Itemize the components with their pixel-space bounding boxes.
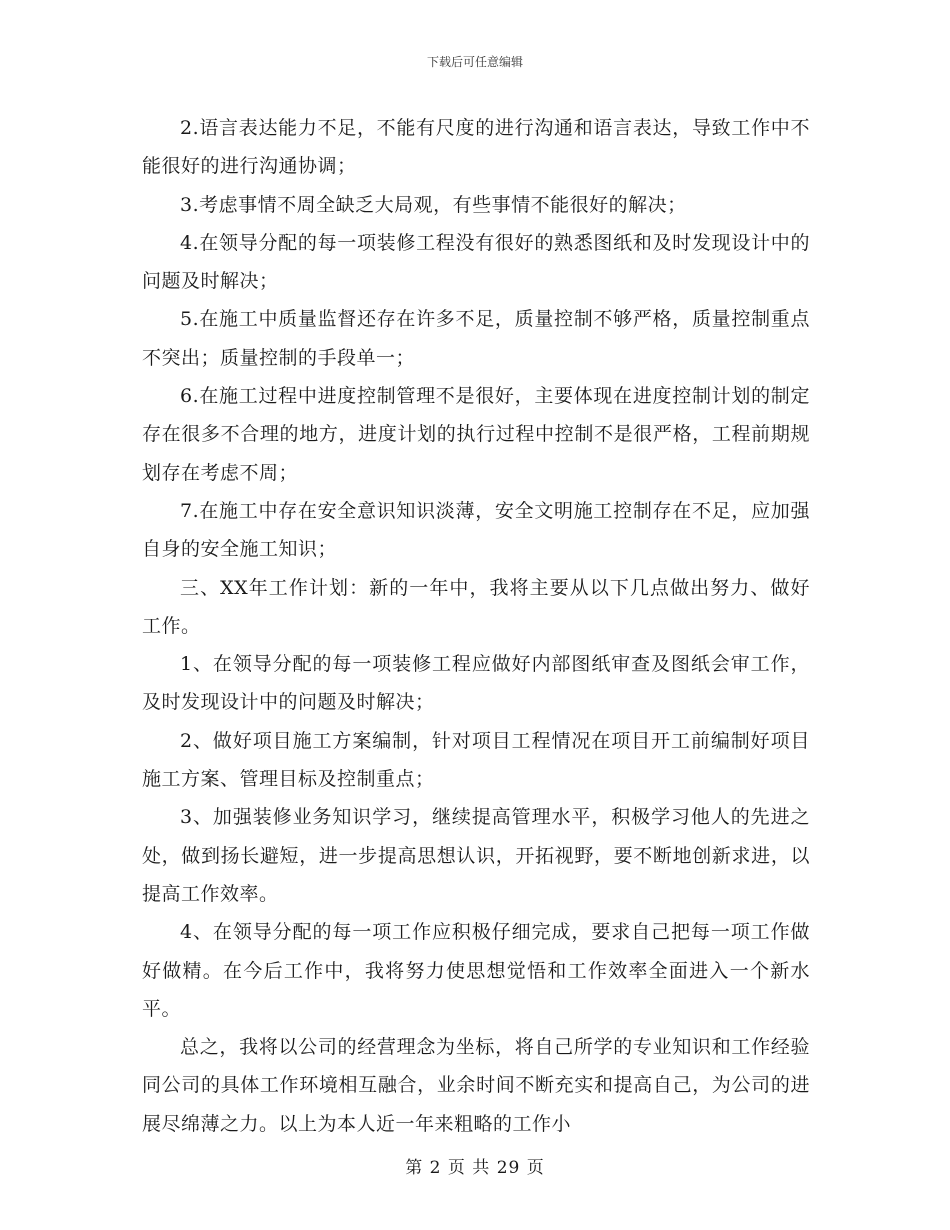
paragraph-item-3: 3.考虑事情不周全缺乏大局观，有些事情不能很好的解决； (180, 193, 687, 216)
plan-item-3: 3、加强装修业务知识学习，继续提高管理水平，积极学习他人的先进之处，做到扬长避短，进一步提高思想认识，开拓视野，要不断地创新求进，以提高工作效率。 (142, 806, 810, 905)
paragraph-item-6: 6.在施工过程中进度控制管理不是很好，主要体现在进度控制计划的制定存在很多不合理的地方，进度计划的执行过程中控制不是很严格，工程前期规划存在考虑不周； (142, 385, 810, 484)
document-body (142, 109, 810, 1143)
page-header: 下载后可任意编辑 (426, 55, 523, 69)
section-heading-work-plan: 三、XX年工作计划：新的一年中，我将主要从以下几点做出努力、做好工作。 (142, 576, 810, 637)
plan-item-1: 1、在领导分配的每一项装修工程应做好内部图纸审查及图纸会审工作，及时发现设计中的问题及时解决； (142, 653, 810, 714)
paragraph-item-2: 2.语言表达能力不足，不能有尺度的进行沟通和语言表达，导致工作中不能很好的进行沟通协调； (142, 117, 810, 178)
page-number-footer: 第 2 页 共 29 页 (405, 1158, 545, 1178)
plan-item-4: 4、在领导分配的每一项工作应积极仔细完成，要求自己把每一项工作做好做精。在今后工作中，我将努力使思想觉悟和工作效率全面进入一个新水平。 (142, 921, 810, 1020)
paragraph-item-5: 5.在施工中质量监督还存在许多不足，质量控制不够严格，质量控制重点不突出；质量控制的手段单一； (142, 308, 810, 369)
plan-item-2: 2、做好项目施工方案编制，针对项目工程情况在项目开工前编制好项目施工方案、管理目标及控制重点； (142, 729, 810, 791)
paragraph-item-4: 4.在领导分配的每一项装修工程没有很好的熟悉图纸和及时发现设计中的问题及时解决； (142, 231, 810, 293)
paragraph-item-7: 7.在施工中存在安全意识知识淡薄，安全文明施工控制存在不足，应加强自身的安全施工知识； (142, 499, 810, 561)
summary-paragraph: 总之，我将以公司的经营理念为坐标，将自己所学的专业知识和工作经验同公司的具体工作环境相互融合，业余时间不断充实和提高自己，为公司的进展尽绵薄之力。以上为本人近一年来粗略的工作小 (142, 1036, 810, 1135)
